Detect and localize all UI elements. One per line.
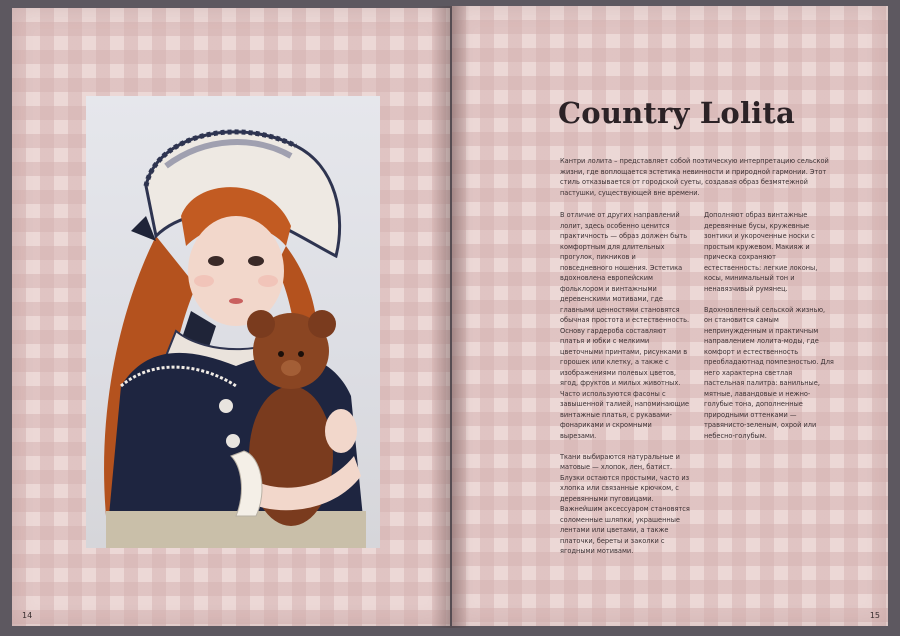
photo: [86, 96, 380, 548]
face: [188, 216, 284, 326]
paragraph: Вдохновленный сельской жизнью, он становится самым непринужденным и практичным направлением лолита-моды, где комфорт и естественность преобладаютнад помпезностью. Для него характерна светлая пастельная палитра: ванильные, мятные, лавандовые и нежно-голубые тона, дополненные природными оттенками — травянисто-зеленым, охрой или небесно-голубым.: [704, 305, 834, 440]
text-column-2: [704, 210, 834, 452]
right-page: [452, 6, 888, 626]
article-title: Country Lolita: [558, 96, 795, 130]
paragraph: Ткани выбираются натуральные и матовые — хлопок, лен, батист. Блузки остаются простыми, часто из хлопка или связанные крючком, с деревянными пуговицами. Важнейшим аксессуаром становятся соломенные шляпки, украшенные лентами или цветами, а также платочки, береты и заколки с ягодными мотивами.: [560, 452, 690, 555]
photo-illustration: [86, 96, 380, 548]
page-number-left: 14: [22, 611, 33, 620]
page-number-right: 15: [869, 611, 880, 620]
left-page: [12, 8, 450, 626]
skirt: [106, 511, 366, 548]
paragraph: Дополняют образ винтажные деревянные бусы, кружевные зонтики и укороченные носки с простым кружевом. Макияж и прическа сохраняют естественность: легкие локоны, косы, минимальный тон и ненавязчивый румянец.: [704, 211, 818, 293]
text-column-1: [560, 210, 690, 567]
paragraph: В отличие от других направлений лолит, здесь особенно ценится практичность — образ должен быть комфортным для длительных прогулок, пикников и повседневного ношения. Эстетика вдохновлена европейским фольклором и винтажными деревенскими мотивами, где главными ценностями становятся обычная простота и естественность. Основу гардероба составляют платья и юбки с мелкими цветочными принтами, рисунками в горошек или клетку, а также с изображениями полевых цветов, ягод, фруктов и милых животных. Часто используются фасоны с завышенной талией, напоминающие винтажные платья, с рукавами-фонариками и скромными вырезами.: [560, 211, 690, 440]
article-intro: Кантри лолита – представляет собой поэтическую интерпретацию сельской жизни, где воплощается эстетика невинности и природной гармонии. Этот стиль отказывается от городской суеты, создавая образ безмятежной пастушки, существующей вне времени.: [560, 157, 829, 197]
